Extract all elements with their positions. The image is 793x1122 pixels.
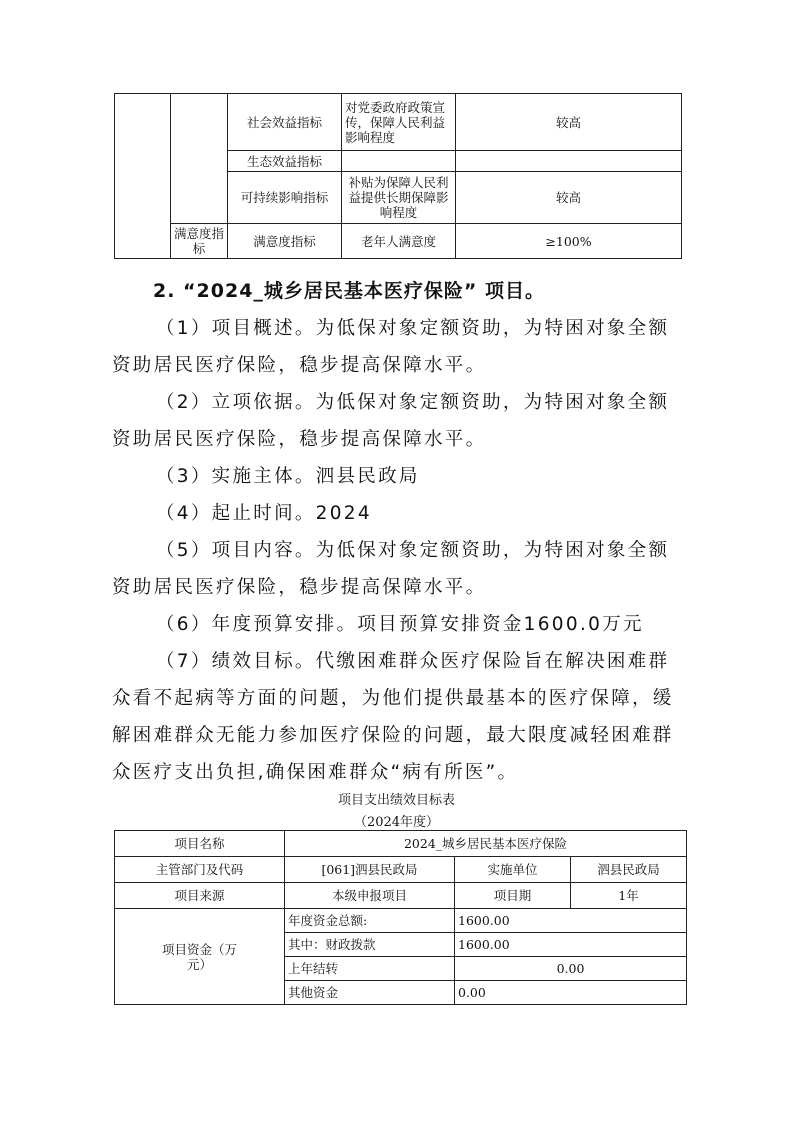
funds-item-value: 0.00 — [455, 957, 687, 981]
satisfaction-category-cell: 满意度指标 — [171, 224, 228, 259]
impl-value: 泗县民政局 — [571, 857, 687, 883]
indicator-cell: 可持续影响指标 — [228, 172, 342, 224]
project-expenditure-table — [114, 830, 687, 1005]
content-cell: 补贴为保障人民利益提供长期保障影响程度 — [342, 172, 456, 224]
value-cell — [456, 151, 682, 172]
funds-label: 项目资金（万元） — [115, 909, 285, 1005]
dept-value: [061]泗县民政局 — [285, 857, 455, 883]
period-label: 项目期 — [455, 883, 571, 909]
table-cell-empty — [171, 94, 228, 224]
table-year: （2024年度） — [353, 815, 440, 830]
paragraph-budget: （6）年度预算安排。项目预算安排资金1600.0万元 — [156, 614, 644, 635]
paragraph-content: （5）项目内容。为低保对象定额资助，为特困对象全额资助居民医疗保险，稳步提高保障水平。 — [112, 540, 670, 598]
section-heading: 2. “2024_城乡居民基本医疗保险” 项目。 — [153, 280, 546, 302]
paragraph-basis: （2）立项依据。为低保对象定额资助，为特困对象全额资助居民医疗保险，稳步提高保障水平。 — [112, 392, 670, 450]
funds-item-label: 其中：财政拨款 — [285, 933, 455, 957]
indicator-cell: 满意度指标 — [228, 224, 342, 259]
paragraph-overview: （1）项目概述。为低保对象定额资助，为特困对象全额资助居民医疗保险，稳步提高保障水平。 — [112, 318, 670, 376]
dept-label: 主管部门及代码 — [115, 857, 285, 883]
content-cell: 对党委政府政策宣传，保障人民利益影响程度 — [342, 94, 456, 151]
table-title: 项目支出绩效目标表 — [337, 793, 455, 808]
funds-item-label: 其他资金 — [285, 981, 455, 1005]
table-cell-empty — [115, 94, 171, 259]
value-cell: 较高 — [456, 172, 682, 224]
funds-item-label: 年度资金总额: — [285, 909, 455, 933]
content-cell: 老年人满意度 — [342, 224, 456, 259]
value-cell: ≥100% — [456, 224, 682, 259]
paragraph-period: （4）起止时间。2024 — [156, 503, 372, 524]
indicator-cell: 生态效益指标 — [228, 151, 342, 172]
funds-item-value: 1600.00 — [455, 909, 687, 933]
period-value: 1年 — [571, 883, 687, 909]
funds-item-value: 0.00 — [455, 981, 687, 1005]
source-value: 本级申报项目 — [285, 883, 455, 909]
funds-item-value: 1600.00 — [455, 933, 687, 957]
project-name-label: 项目名称 — [115, 831, 285, 857]
indicator-cell: 社会效益指标 — [228, 94, 342, 151]
impl-label: 实施单位 — [455, 857, 571, 883]
paragraph-goal: （7）绩效目标。代缴困难群众医疗保险旨在解决困难群众看不起病等方面的问题，为他们提供最基本的医疗保障，缓解困难群众无能力参加医疗保险的问题，最大限度减轻困难群众医疗支出负担,确保困难群众“病有所医”。 — [112, 651, 674, 783]
performance-indicator-table — [114, 93, 682, 259]
paragraph-implementer: （3）实施主体。泗县民政局 — [156, 466, 420, 487]
funds-item-label: 上年结转 — [285, 957, 455, 981]
source-label: 项目来源 — [115, 883, 285, 909]
content-cell — [342, 151, 456, 172]
value-cell: 较高 — [456, 94, 682, 151]
project-name-value: 2024_城乡居民基本医疗保险 — [285, 831, 687, 857]
